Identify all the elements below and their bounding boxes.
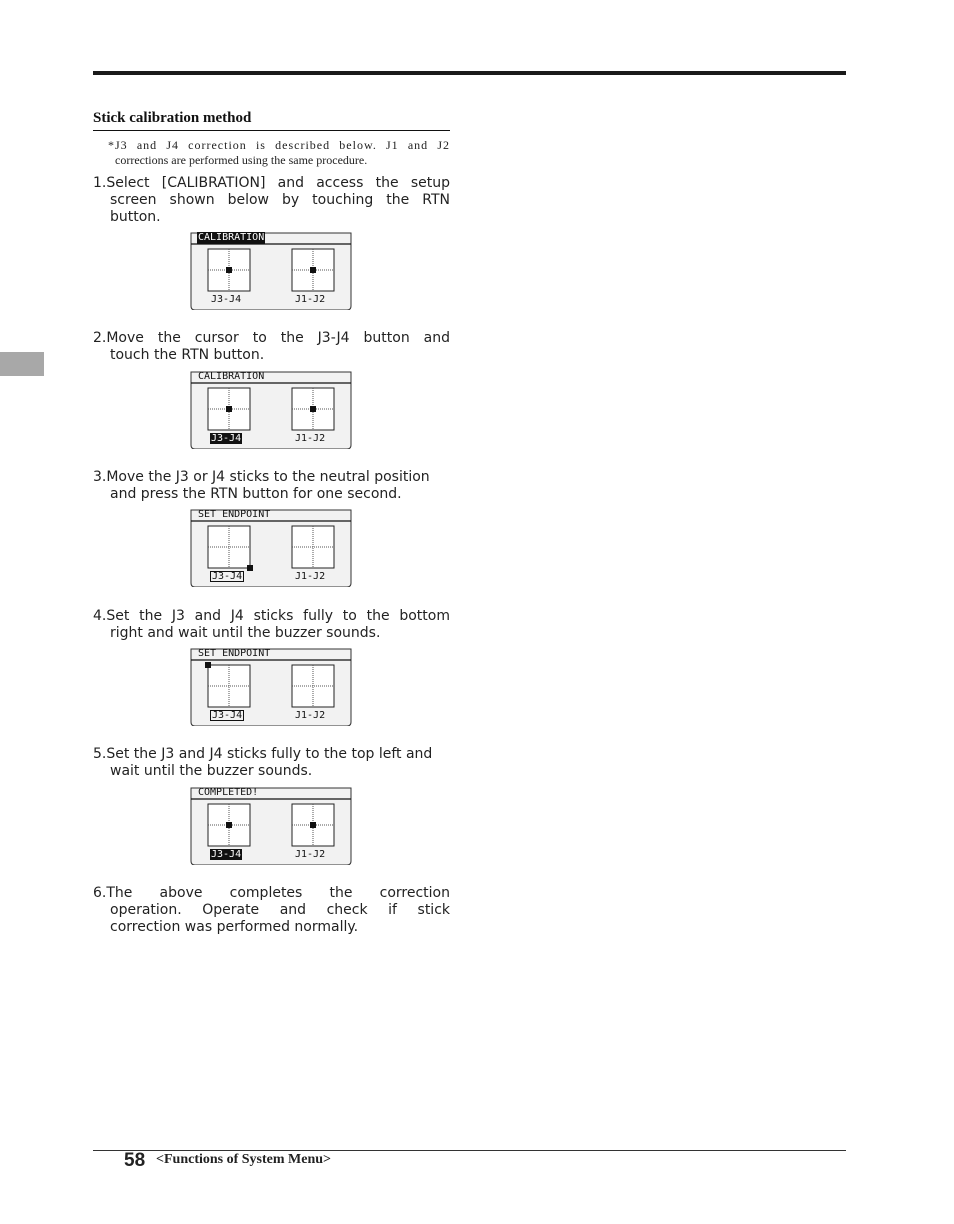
lcd-screen-set-endpoint-2 [190,648,352,726]
j3-j4-button[interactable]: J3-J4 [211,433,242,444]
j3-j4-button[interactable]: J3-J4 [211,849,242,860]
j1-j2-button[interactable]: J1-J2 [295,571,326,582]
j3-j4-button[interactable]: J3-J4 [212,710,243,721]
step-1-line-1: 1.Select [CALIBRATION] and access the setup [93,175,450,191]
lcd-title: CALIBRATION [198,232,265,243]
step-2-line-2: touch the RTN button. [110,347,265,363]
procedure-note [108,138,450,168]
step-5 [93,746,450,780]
step-3-line-2: and press the RTN button for one second. [110,486,402,502]
footer-rule [93,1150,846,1151]
top-rule [93,71,846,75]
step-2-line-1: 2.Move the cursor to the J3-J4 button and [93,330,450,346]
note-line-2: corrections are performed using the same procedure. [115,153,368,167]
lcd-screen-calibration-2 [190,371,352,449]
step-4 [93,608,450,642]
step-5-line-1: 5.Set the J3 and J4 sticks fully to the top left and [93,746,433,762]
j3-j4-button[interactable]: J3-J4 [212,571,243,582]
j1-j2-button[interactable]: J1-J2 [295,294,326,305]
step-2 [93,330,450,364]
step-1-line-2: screen shown below by touching the RTN [110,192,450,208]
lcd-screen-completed [190,787,352,865]
j3-j4-button[interactable]: J3-J4 [211,294,242,305]
step-6 [93,885,450,936]
section-tab [0,352,44,376]
step-4-line-2: right and wait until the buzzer sounds. [110,625,381,641]
step-1 [93,175,450,226]
lcd-screen-calibration-1 [190,232,352,310]
step-3-line-1: 3.Move the J3 or J4 sticks to the neutral position [93,469,430,485]
lcd-title: SET ENDPOINT [198,509,271,520]
lcd-title: SET ENDPOINT [198,648,271,659]
step-6-line-3: correction was performed normally. [110,919,359,935]
section-heading: Stick calibration method [93,110,450,131]
lcd-screen-set-endpoint-1 [190,509,352,587]
page-number: 58 [124,1150,146,1171]
step-4-line-1: 4.Set the J3 and J4 sticks fully to the bottom [93,608,450,624]
step-1-line-3: button. [110,209,161,225]
lcd-title: CALIBRATION [198,371,265,382]
j1-j2-button[interactable]: J1-J2 [295,710,326,721]
step-3 [93,469,450,503]
step-5-line-2: wait until the buzzer sounds. [110,763,313,779]
j1-j2-button[interactable]: J1-J2 [295,433,326,444]
j1-j2-button[interactable]: J1-J2 [295,849,326,860]
note-line-1: *J3 and J4 correction is described below. J1 and J2 [108,138,450,152]
step-6-line-1: 6.The above completes the correction [93,885,450,901]
step-6-line-2: operation. Operate and check if stick [110,902,450,918]
footer-section-title: <Functions of System Menu> [156,1152,332,1167]
lcd-title: COMPLETED! [198,787,259,798]
